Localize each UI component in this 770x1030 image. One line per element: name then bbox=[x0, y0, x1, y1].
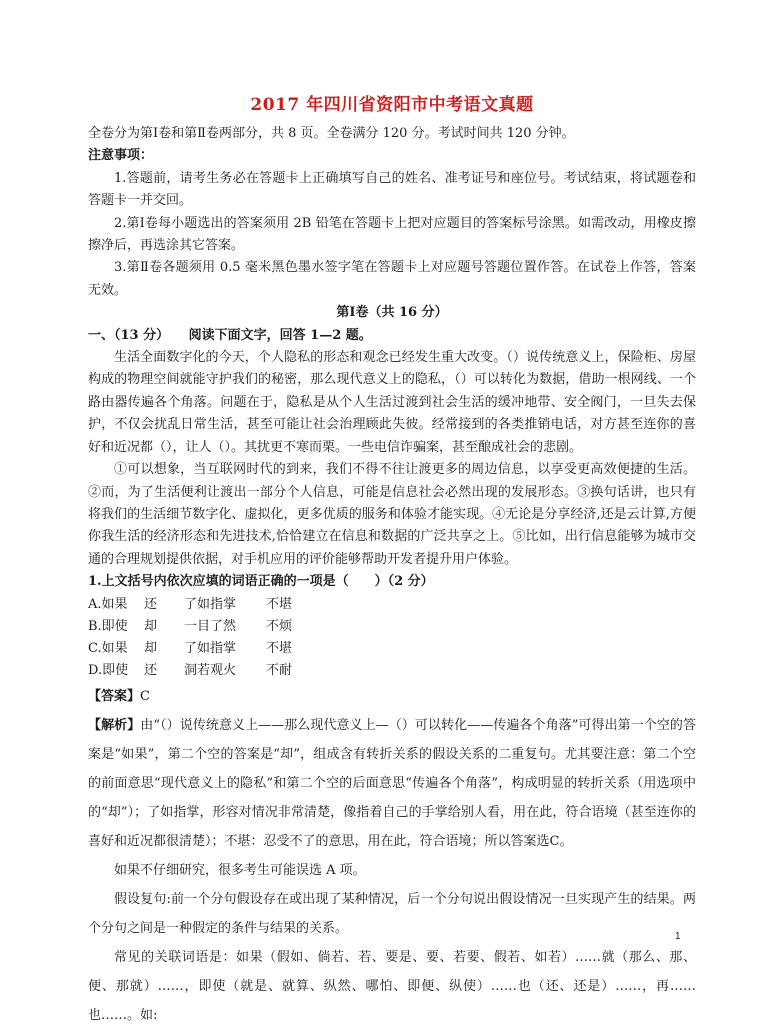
option-d-word-3: 不耐 bbox=[266, 662, 293, 678]
question-1: 1.上文括号内依次应填的词语正确的一项是（ ）（2 分） bbox=[88, 574, 434, 590]
option-b bbox=[88, 616, 696, 638]
answer-line bbox=[88, 682, 696, 711]
mistake-note: 如果不仔细研究，很多考生可能误选 A 项。 bbox=[114, 862, 366, 878]
answer-label: 【答案】 bbox=[88, 688, 141, 704]
option-b-word-1: 却 bbox=[144, 618, 158, 634]
analysis-paragraph bbox=[88, 711, 696, 856]
option-d-word-2: 洞若观火 bbox=[184, 662, 237, 678]
option-c-letter: C.如果 bbox=[88, 640, 128, 656]
option-c-word-1: 却 bbox=[144, 640, 158, 656]
answer-value: C bbox=[140, 688, 150, 704]
hypothesis-definition: 假设复句:前一个分句假设存在或出现了某种情况，后一个分句说出假设情况一旦实现产生的结果。两个分句之间是一种假定的条件与结果的关系。 bbox=[88, 891, 696, 936]
passage-paragraph-1: 生活全面数字化的今天，个人隐私的形态和观念已经发生重大改变。（）说传统意义上，保险柜、房屋构成的物理空间就能守护我们的秘密，那么现代意义上的隐私，（）可以转化为数据，借助一根网线、一个路由器传遍各个角落。问题在于，隐私是从个人生活过渡到社会生活的缓冲地带、安全阀门，一旦失去保护，不仅会扰乱日常生活，甚至可能让社会治理顾此失彼。经常接到的各类推销电话，对方甚至连你的喜好和近况都（），让人（）。其扰更不寒而栗。一些电信诈骗案，甚至酿成社会的悲剧。 bbox=[88, 350, 696, 455]
intro-text: 全卷分为第Ⅰ卷和第Ⅱ卷两部分，共 8 页。全卷满分 120 分。考试时间共 120 分钟。 bbox=[88, 126, 575, 141]
option-d-letter: D.即使 bbox=[88, 662, 129, 678]
notes-heading: 注意事项： bbox=[88, 148, 154, 164]
part-one-heading: 一、（13 分） 阅读下面文字，回答 1—2 题。 bbox=[88, 327, 372, 343]
option-a-letter: A.如果 bbox=[88, 596, 128, 612]
exam-page bbox=[88, 90, 696, 1030]
note-item-3: 3.第Ⅱ卷各题须用 0.5 毫米黑色墨水签字笔在答题卡上对应题号答题位置作答。在试卷上作答，答案无效。 bbox=[88, 260, 696, 298]
analysis-text: 由“（）说传统意义上——那么现代意义上—（）可以转化——传遍各个角落”可得出第一个空的答案是“如果”，第二个空的答案是“却”，组成含有转折关系的假设关系的二重复句。尤其要注意：第二个空的前面意思“现代意义上的隐私”和第二个空的后面意思“传遍各个角落”，构成明显的转折关系（用选项中的“却”）；了如指掌，形容对情况非常清楚，像指着自己的手掌给别人看，用在此，符合语境（甚至连你的喜好和近况都很清楚）；不堪：忍受不了的意思，用在此，符合语境；所以答案选C。 bbox=[88, 717, 696, 849]
conjunction-words: 常见的关联词语是：如果（假如、倘若、若、要是、要、若要、假若、如若）……就（那么、那、便、那就）……，即使（就是、就算、纵然、哪怕、即便、纵使）……也（还、还是）……，再……也……。如: bbox=[88, 949, 696, 1023]
note-item-1: 1.答题前，请考生务必在答题卡上正确填写自己的姓名、准考证号和座位号。考试结束，将试题卷和答题卡一并交回。 bbox=[88, 170, 696, 209]
option-c-word-3: 不堪 bbox=[266, 640, 293, 656]
option-a-word-3: 不堪 bbox=[266, 596, 293, 612]
option-b-letter: B.即使 bbox=[88, 618, 128, 634]
note-item-2: 2.第Ⅰ卷每小题选出的答案须用 2B 铅笔在答题卡上把对应题目的答案标号涂黑。如需改动，用橡皮擦擦净后，再选涂其它答案。 bbox=[88, 215, 696, 254]
passage-paragraph-2: ①可以想象，当互联网时代的到来，我们不得不往让渡更多的周边信息，以享受更高效便捷的生活。②而，为了生活便利让渡出一部分个人信息，可能是信息社会必然出现的发展形态。③换句话讲，也只有将我们的生活细节数字化、虚拟化，更多优质的服务和体验才能实现。④无论是分享经济,还是云计算,方便你我生活的经济形态和先进技术,恰恰建立在信息和数据的广泛共享之上。⑤比如，出行信息能够为城市交通的合理规划提供依据，对手机应用的评价能够帮助开发者提升用户体验。 bbox=[88, 462, 696, 567]
page-number: 1 bbox=[675, 931, 681, 942]
option-d bbox=[88, 660, 696, 682]
answer-options bbox=[88, 594, 696, 682]
option-a bbox=[88, 594, 696, 616]
option-b-word-2: 一目了然 bbox=[184, 618, 237, 634]
option-a-word-2: 了如指掌 bbox=[184, 596, 237, 612]
section-title: 第Ⅰ卷（共 16 分） bbox=[336, 305, 448, 321]
option-c-word-2: 了如指掌 bbox=[184, 640, 237, 656]
analysis-label: 【解析】 bbox=[88, 717, 141, 733]
option-a-word-1: 还 bbox=[144, 596, 158, 612]
option-d-word-1: 还 bbox=[144, 662, 158, 678]
option-b-word-3: 不烦 bbox=[266, 618, 293, 634]
page-title: 2017 年四川省资阳市中考语文真题 bbox=[250, 95, 534, 115]
option-c bbox=[88, 638, 696, 660]
